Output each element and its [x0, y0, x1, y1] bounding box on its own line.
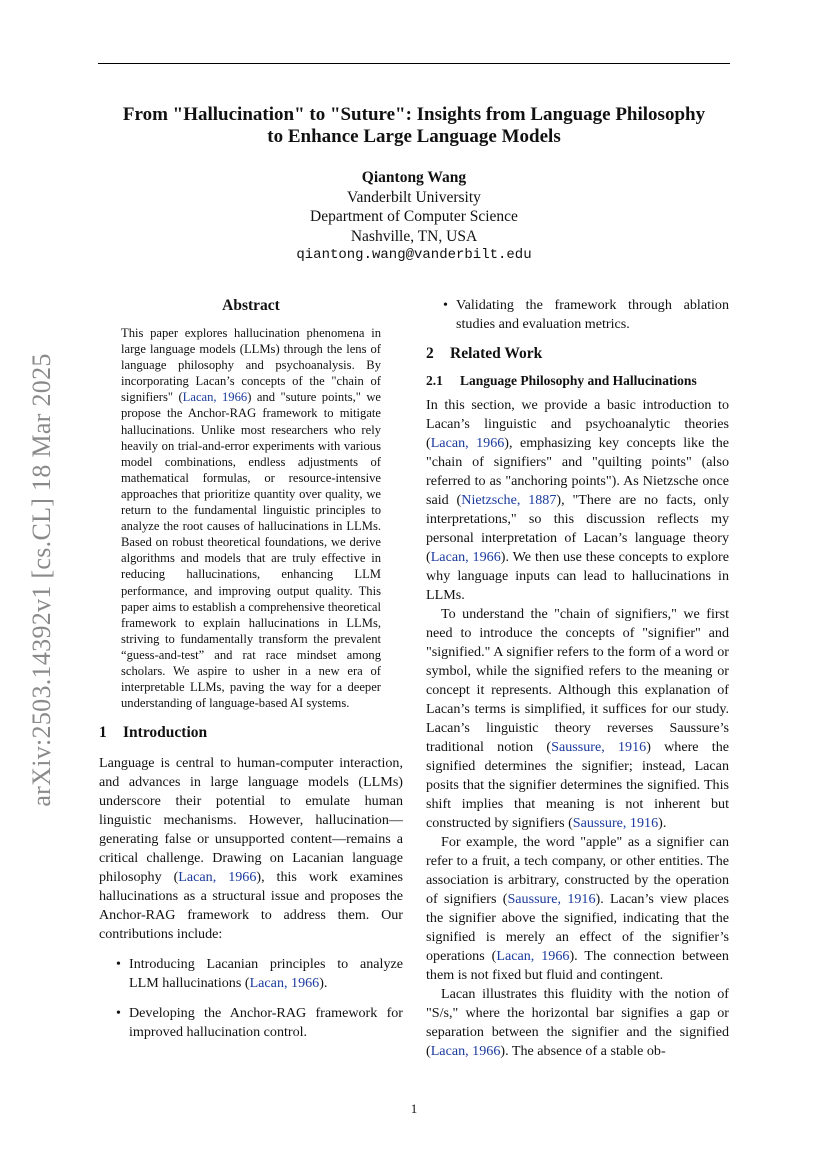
section-title: Introduction — [123, 724, 208, 742]
citation-link[interactable]: Saussure, 1916 — [572, 815, 659, 831]
paragraph-text: Language is central to human-computer interaction, and advances in large language models (LLMs) underscore their potential to emulate human linguistic mechanisms. However, hallucination—generating false or unsupported content—remains a critical challenge. Drawing on Lacanian language philosophy ( — [99, 755, 403, 886]
citation-link[interactable]: Saussure, 1916 — [551, 739, 647, 755]
section-number: 2 — [426, 345, 434, 362]
related-paragraph-2 — [426, 605, 729, 833]
author-name: Qiantong Wang — [361, 169, 467, 186]
title-line-1: From "Hallucination" to "Suture": Insights from Language Philosophy — [122, 104, 706, 125]
list-item — [99, 1004, 403, 1042]
bullet-icon: • — [116, 956, 121, 973]
citation-link[interactable]: Lacan, 1966 — [430, 549, 501, 565]
paragraph-text: Lacan illustrates this fluidity with the notion of "S/s," where the horizontal bar signifies a gap or separation between the signifier and the signified ( — [426, 986, 729, 1059]
citation-link[interactable]: Nietzsche, 1887 — [461, 492, 557, 508]
subsection-number: 2.1 — [426, 373, 443, 388]
right-column — [426, 296, 729, 1061]
paragraph-text: ), emphasizing key concepts like the "chain of signifiers" and "quilting points" (also referred to as "anchoring points"). As Nietzsche once said ( — [426, 435, 729, 508]
author-affiliation: Vanderbilt University — [347, 188, 481, 206]
citation-link[interactable]: Lacan, 1966 — [430, 435, 505, 451]
paragraph-text: ). We then use these concepts to explore why language inputs can lead to hallucinations in LLMs. — [426, 549, 729, 603]
abstract-text-part: ) and "suture points," we propose the Anchor-RAG framework to mitigate hallucinations. Unlike most researchers who rely heavily on trial-and-error experiments with various model combinations, endless adjustments of mathematical formulas, or resource-intensive approaches that prioritize quantity over quality, we return to the fundamental linguistic principles to analyze the root causes of hallucinations in LLMs. Based on robust theoretical foundations, we derive algorithms and models that are truly effective in reducing hallucinations, enhancing LLM performance, and improving output quality. This paper aims to establish a comprehensive theoretical framework to explain hallucinations in LLMs, striving to fundamentally transform the prevalent “guess-and-test” and rat race mindset among scholars. We aspire to usher in a new era of interpretable LLMs, paving the way for a deeper understanding of language-based AI systems. — [121, 390, 382, 711]
paragraph-text: In this section, we provide a basic introduction to Lacan’s linguistic and psychoanalytic theories ( — [426, 397, 729, 451]
section-number: 1 — [99, 724, 107, 742]
list-item — [426, 296, 729, 334]
citation-link[interactable]: Lacan, 1966 — [182, 390, 248, 405]
section-heading-related-work — [426, 344, 729, 364]
title-line-2: to Enhance Large Language Models — [267, 126, 561, 147]
left-column — [99, 296, 403, 1042]
arxiv-stamp: arXiv:2503.14392v1 [cs.CL] 18 Mar 2025 — [27, 353, 56, 807]
author-location: Nashville, TN, USA — [350, 227, 478, 245]
page-number: 1 — [410, 1101, 418, 1116]
top-rule — [98, 63, 730, 64]
subsection-title: Language Philosophy and Hallucinations — [460, 373, 697, 388]
author-block — [98, 168, 730, 266]
subsection-heading — [426, 372, 729, 390]
list-item — [99, 955, 403, 993]
paragraph-text: ). — [658, 815, 667, 831]
citation-link[interactable]: Lacan, 1966 — [430, 1043, 501, 1059]
abstract-text-part: This paper explores hallucination phenomena in large language models (LLMs) through the lens of language philosophy and psychoanalysis. By incorporating Lacan’s concepts of the "chain of signifiers" ( — [121, 326, 381, 405]
related-paragraph-1 — [426, 396, 729, 605]
citation-link[interactable]: Lacan, 1966 — [178, 869, 257, 886]
paragraph-text: To understand the "chain of signifiers," we first need to introduce the concepts of "signifier" and "signified." A signifier refers to the form of a word or symbol, while the signified refers to the meaning or concept it represents. Although this explanation of Lacan’s terms is simplified, it suffices for our study. Lacan’s linguistic theory reverses Saussure’s traditional notion ( — [426, 606, 729, 755]
list-item-text: Introducing Lacanian principles to analyze LLM hallucinations ( — [129, 956, 403, 992]
citation-link[interactable]: Lacan, 1966 — [496, 948, 570, 964]
intro-paragraph — [99, 754, 403, 944]
bullet-icon: • — [443, 297, 448, 313]
list-item-text: Validating the framework through ablation studies and evaluation metrics. — [456, 297, 729, 332]
related-paragraph-4 — [426, 985, 729, 1061]
abstract-heading: Abstract — [222, 297, 280, 314]
abstract-text — [121, 325, 381, 711]
related-paragraph-3 — [426, 833, 729, 985]
paper-title — [98, 104, 730, 148]
contributions-list-continued — [426, 296, 729, 334]
paragraph-text: ), "There are no facts, only interpretations," so this discussion reflects my personal interpretation of Lacan’s language theory ( — [426, 492, 729, 565]
citation-link[interactable]: Saussure, 1916 — [507, 891, 596, 907]
paragraph-text: ), this work examines hallucinations as a structural issue and proposes the Anchor-RAG framework to address them. Our contributions include: — [99, 869, 403, 943]
paragraph-text: ). The connection between them is not fixed but fluid and contingent. — [426, 948, 729, 983]
contributions-list — [99, 955, 403, 1042]
paragraph-text: ) where the signified determines the signifier; instead, Lacan posits that the signifier determines the signified. This shift implies that meaning is not inherent but constructed by signifiers ( — [426, 739, 730, 831]
author-department: Department of Computer Science — [310, 208, 518, 226]
citation-link[interactable]: Lacan, 1966 — [249, 975, 320, 992]
paragraph-text: For example, the word "apple" as a signifier can refer to a fruit, a tech company, or other entities. The association is arbitrary, constructed by the operation of signifiers ( — [426, 834, 729, 907]
paragraph-text: ). The absence of a stable ob- — [500, 1043, 666, 1059]
list-item-text: Developing the Anchor-RAG framework for improved hallucination control. — [129, 1005, 403, 1041]
section-title: Related Work — [450, 345, 543, 362]
author-email: qiantong.wang@vanderbilt.edu — [296, 247, 532, 264]
section-heading-introduction — [99, 723, 403, 743]
bullet-icon: • — [116, 1005, 121, 1022]
paragraph-text: ). Lacan’s view places the signifier above the signified, indicating that the signified is merely an effect of the signifier’s operations ( — [426, 891, 729, 964]
list-item-text: ). — [319, 975, 328, 992]
